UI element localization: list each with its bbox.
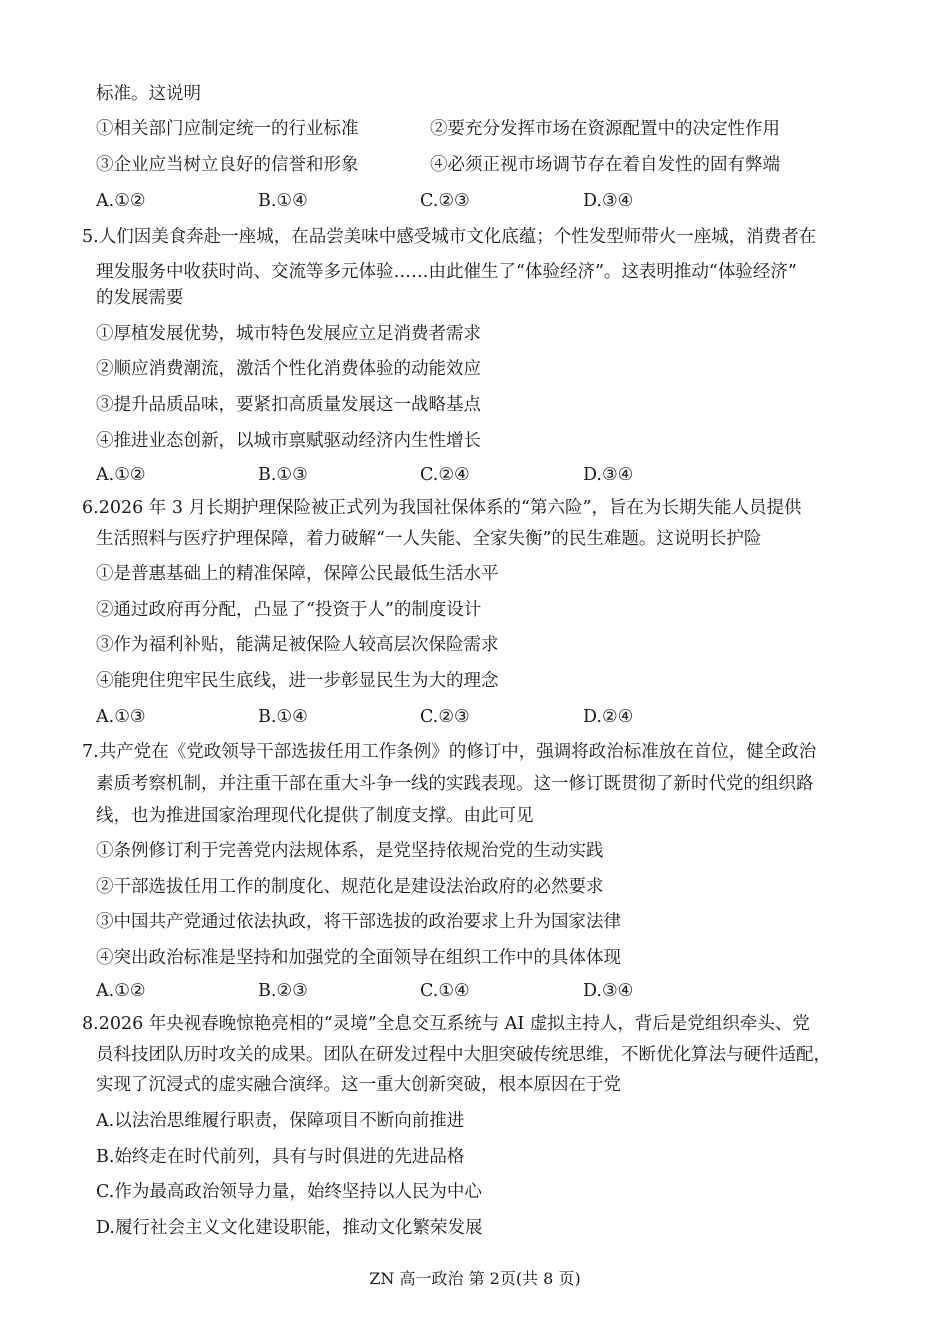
q4-choice-c: C.②③ [420,191,470,211]
q5-stem-line-2: 理发服务中收获时尚、交流等多元体验……由此催生了“体验经济”。这表明推动“体验经济” [96,262,797,282]
q8-option-d: D.履行社会主义文化建设职能，推动文化繁荣发展 [96,1218,483,1238]
q4-item-1: ①相关部门应制定统一的行业标准 [96,119,359,139]
q6-stem-line-2: 生活照料与医疗护理保障，着力破解“一人失能、全家失衡”的民生难题。这说明长护险 [96,529,762,549]
q4-item-4: ④必须正视市场调节存在着自发性的固有弊端 [430,155,780,175]
q8-stem-line-2: 员科技团队历时攻关的成果。团队在研发过程中大胆突破传统思维，不断优化算法与硬件适配， [96,1045,831,1065]
q7-choice-a: A.①② [96,981,146,1001]
q6-choice-c: C.②③ [420,707,470,727]
q6-item-4: ④能兜住兜牢民生底线，进一步彰显民生为大的理念 [96,671,499,691]
q7-choice-d: D.③④ [583,981,634,1001]
q7-choice-b: B.②③ [258,981,308,1001]
q8-option-b: B.始终走在时代前列，具有与时俱进的先进品格 [96,1147,465,1167]
q8-option-c: C.作为最高政治领导力量，始终坚持以人民为中心 [96,1182,482,1202]
q5-choice-a: A.①② [96,465,146,485]
q5-choice-d: D.③④ [583,465,634,485]
q4-choice-a: A.①② [96,191,146,211]
q6-choice-d: D.②④ [583,707,634,727]
q4-item-3: ③企业应当树立良好的信誉和形象 [96,155,359,175]
q5-choice-c: C.②④ [420,465,470,485]
q5-item-2: ②顺应消费潮流，激活个性化消费体验的动能效应 [96,359,481,379]
q5-item-4: ④推进业态创新，以城市禀赋驱动经济内生性增长 [96,431,481,451]
q7-item-4: ④突出政治标准是坚持和加强党的全面领导在组织工作中的具体体现 [96,948,621,968]
q7-item-2: ②干部选拔任用工作的制度化、规范化是建设法治政府的必然要求 [96,877,604,897]
q5-item-1: ①厚植发展优势，城市特色发展应立足消费者需求 [96,324,481,344]
q7-item-1: ①条例修订利于完善党内法规体系，是党坚持依规治党的生动实践 [96,841,604,861]
q4-tail: 标准。这说明 [96,84,201,104]
q6-choice-a: A.①③ [96,707,146,727]
q6-stem-line-1: 6.2026 年 3 月长期护理保险被正式列为我国社保体系的“第六险”，旨在为长期失能人员提供 [82,498,802,518]
q7-stem-line-1: 7.共产党在《党政领导干部选拔任用工作条例》的修订中，强调将政治标准放在首位，健全政治 [82,742,817,762]
q6-item-3: ③作为福利补贴，能满足被保险人较高层次保险需求 [96,635,499,655]
q6-choice-b: B.①④ [258,707,308,727]
q5-stem-line-1: 5.人们因美食奔赴一座城，在品尝美味中感受城市文化底蕴；个性发型师带火一座城，消费者在 [82,227,817,247]
page-footer: ZN 高一政治 第 2页(共 8 页) [369,1269,581,1288]
q5-choice-b: B.①③ [258,465,308,485]
q4-choice-d: D.③④ [583,191,634,211]
q8-stem-line-1: 8.2026 年央视春晚惊艳亮相的“灵境”全息交互系统与 AI 虚拟主持人，背后是党组织牵头、党 [82,1014,810,1034]
q5-item-3: ③提升品质品味，要紧扣高质量发展这一战略基点 [96,395,481,415]
q7-item-3: ③中国共产党通过依法执政，将干部选拔的政治要求上升为国家法律 [96,912,621,932]
q7-stem-line-3: 线，也为推进国家治理现代化提供了制度支撑。由此可见 [96,806,534,826]
q5-stem-line-3: 的发展需要 [96,288,184,308]
q6-item-1: ①是普惠基础上的精准保障，保障公民最低生活水平 [96,564,499,584]
q6-item-2: ②通过政府再分配，凸显了“投资于人”的制度设计 [96,600,482,620]
q7-stem-line-2: 素质考察机制，并注重干部在重大斗争一线的实践表现。这一修订既贯彻了新时代党的组织路 [96,774,814,794]
q8-stem-line-3: 实现了沉浸式的虚实融合演绎。这一重大创新突破，根本原因在于党 [96,1075,621,1095]
q7-choice-c: C.①④ [420,981,470,1001]
q8-option-a: A.以法治思维履行职责，保障项目不断向前推进 [96,1111,465,1131]
q4-choice-b: B.①④ [258,191,308,211]
q4-item-2: ②要充分发挥市场在资源配置中的决定性作用 [430,119,780,139]
